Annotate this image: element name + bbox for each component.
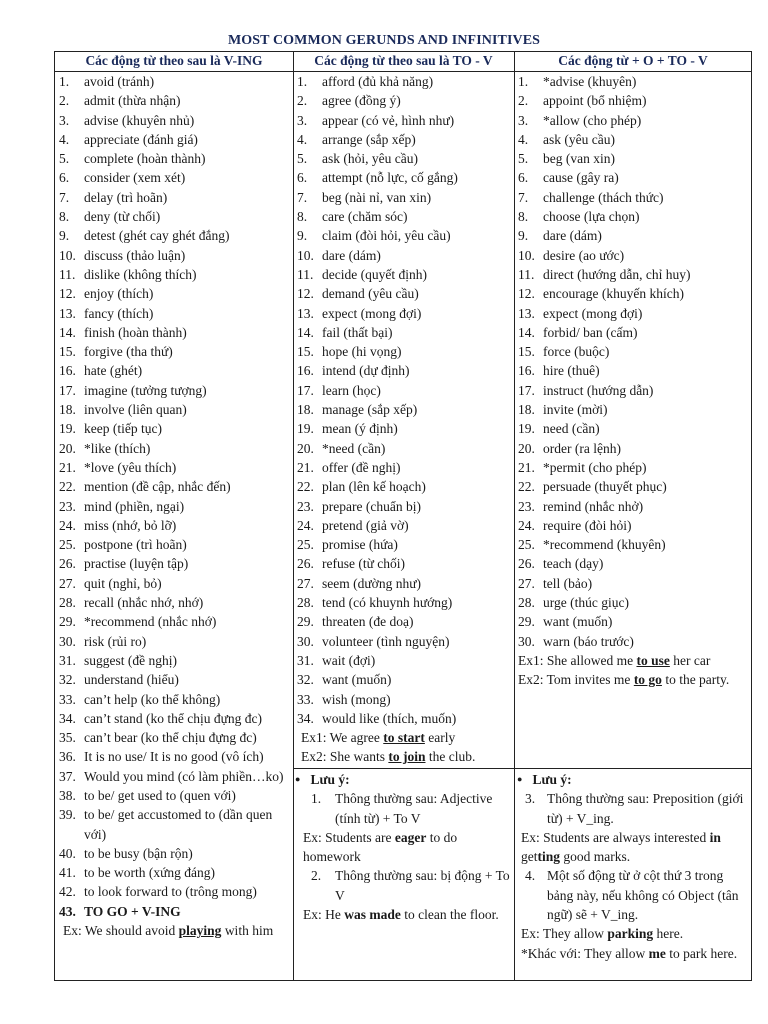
note-rule-3: Thông thường sau: Preposition (giới từ) + V_ing. — [547, 791, 744, 826]
list-item: 17. instruct (hướng dẫn) — [518, 382, 654, 398]
list-item: 35. can’t bear (ko thể chịu đựng đc) — [59, 730, 257, 746]
list-item: 18. invite (mời) — [518, 402, 608, 418]
list-item: 13. expect (mong đợi) — [518, 305, 643, 321]
list-item: 19. mean (ý định) — [297, 421, 398, 437]
list-item: 26. practise (luyện tập) — [59, 556, 189, 572]
notes-divider — [293, 768, 751, 769]
note-rule-2: Thông thường sau: bị động + To V — [335, 868, 510, 903]
list-item: 27. seem (dường như) — [297, 575, 422, 591]
list-item: 12. demand (yêu cầu) — [297, 286, 419, 302]
list-item: 21. *permit (cho phép) — [518, 459, 647, 475]
list-item: 10. discuss (thảo luận) — [59, 247, 186, 263]
tov-list — [297, 72, 513, 767]
list-item: 11. dislike (không thích) — [59, 266, 197, 282]
list-item: 21. *love (yêu thích) — [59, 459, 177, 475]
list-item: 14. fail (thất bại) — [297, 324, 393, 340]
list-item: 17. imagine (tưởng tượng) — [59, 382, 207, 398]
note-rule-1: Thông thường sau: Adjective (tính từ) + To V — [335, 791, 493, 826]
list-item: 2. appoint (bổ nhiệm) — [518, 93, 647, 109]
ving-list — [59, 72, 291, 940]
list-item: 3. advise (khuyên nhủ) — [59, 112, 195, 128]
bullet-icon: ● — [517, 774, 523, 784]
list-item: 10. dare (dám) — [297, 247, 381, 263]
list-item: 21. offer (đề nghị) — [297, 459, 401, 475]
note-example-4: Ex: They allow parking here. — [521, 926, 684, 942]
list-item: 12. encourage (khuyến khích) — [518, 286, 684, 302]
list-item: 3. appear (có vẻ, hình như) — [297, 112, 455, 128]
list-item: 24. miss (nhớ, bỏ lỡ) — [59, 517, 177, 533]
note-example-1: Ex: Students are eager to do homework — [303, 829, 458, 865]
list-item: 4. ask (yêu cầu) — [518, 131, 615, 147]
header-ving: Các động từ theo sau là V-ING — [85, 53, 263, 68]
list-item: 25. *recommend (khuyên) — [518, 537, 666, 553]
list-item: 24. pretend (giả vờ) — [297, 517, 409, 533]
list-item: 16. hire (thuê) — [518, 363, 600, 379]
list-item: 40. to be busy (bận rộn) — [59, 845, 193, 861]
list-item: 29. threaten (đe doạ) — [297, 614, 414, 630]
list-item: 34. would like (thích, muốn) — [297, 710, 457, 726]
note-heading: Lưu ý: — [310, 772, 350, 787]
list-item: 6. consider (xem xét) — [59, 170, 186, 186]
list-item: 18. involve (liên quan) — [59, 402, 187, 418]
list-item: 8. care (chăm sóc) — [297, 209, 408, 225]
list-item: 7. delay (trì hoãn) — [59, 189, 168, 205]
list-item: 24. require (đòi hỏi) — [518, 517, 632, 533]
list-item: 5. beg (van xin) — [518, 151, 615, 167]
list-item: 28. urge (thúc giục) — [518, 595, 629, 611]
list-item: 14. forbid/ ban (cấm) — [518, 324, 638, 340]
list-item: 25. postpone (trì hoãn) — [59, 537, 187, 553]
list-item: 14. finish (hoàn thành) — [59, 324, 187, 340]
list-item: 26. refuse (từ chối) — [297, 556, 406, 572]
list-item: 19. keep (tiếp tục) — [59, 421, 162, 437]
list-item: 3. *allow (cho phép) — [518, 112, 642, 128]
bullet-icon: ● — [295, 774, 301, 784]
list-item: 13. expect (mong đợi) — [297, 305, 422, 321]
list-item: 20. *like (thích) — [59, 440, 151, 456]
o-tov-list — [518, 72, 750, 690]
list-item: 1. avoid (tránh) — [59, 74, 155, 89]
list-item: 37. Would you mind (có làm phiền…ko) — [59, 768, 284, 784]
list-item: 18. manage (sắp xếp) — [297, 402, 418, 418]
list-item: 39. to be/ get accustomed to (dần quen với) — [59, 807, 273, 842]
list-item: 1. *advise (khuyên) — [518, 74, 637, 89]
list-item: 11. direct (hướng dẫn, chỉ huy) — [518, 266, 691, 282]
header-tov: Các động từ theo sau là TO - V — [314, 53, 493, 68]
list-item: 2. agree (đồng ý) — [297, 93, 401, 109]
list-item: 33. wish (mong) — [297, 691, 391, 707]
list-item: 23. remind (nhắc nhở) — [518, 498, 644, 514]
header-o-tov: Các động từ + O + TO - V — [558, 53, 708, 68]
list-item: 32. understand (hiểu) — [59, 672, 179, 688]
list-item: 6. cause (gây ra) — [518, 170, 619, 186]
list-item: 9. claim (đòi hỏi, yêu cầu) — [297, 228, 451, 244]
list-item: 23. prepare (chuẩn bị) — [297, 498, 421, 514]
list-item: 26. teach (dạy) — [518, 556, 604, 572]
list-item: 27. quit (nghỉ, bỏ) — [59, 575, 162, 591]
list-item: 8. choose (lựa chọn) — [518, 209, 640, 225]
list-item: 30. warn (báo trước) — [518, 633, 634, 649]
list-item: 30. volunteer (tình nguyện) — [297, 633, 450, 649]
note-heading: Lưu ý: — [532, 772, 572, 787]
note-rule-4: Một số động từ ở cột thứ 3 trong bảng này, nếu không có Object (tân ngữ) sẽ + V_ing. — [547, 868, 739, 923]
list-item: 17. learn (học) — [297, 382, 381, 398]
list-item: 12. enjoy (thích) — [59, 286, 154, 302]
list-item: 4. appreciate (đánh giá) — [59, 131, 198, 147]
list-item: 9. detest (ghét cay ghét đắng) — [59, 228, 230, 244]
list-item: 29. want (muốn) — [518, 614, 613, 630]
list-item: 28. recall (nhắc nhớ, nhớ) — [59, 595, 204, 611]
list-item: 20. order (ra lệnh) — [518, 440, 621, 456]
list-item: 30. risk (rủi ro) — [59, 633, 147, 649]
list-item: 7. challenge (thách thức) — [518, 189, 664, 205]
list-item: 32. want (muốn) — [297, 672, 392, 688]
list-item: 5. complete (hoàn thành) — [59, 151, 206, 167]
list-item: 5. ask (hỏi, yêu cầu) — [297, 151, 418, 167]
list-item: 8. deny (từ chối) — [59, 209, 161, 225]
example-sentence: Ex1: We agree to start early — [301, 730, 456, 746]
list-item: 16. hate (ghét) — [59, 363, 143, 379]
list-item: 13. fancy (thích) — [59, 305, 154, 321]
list-item: 38. to be/ get used to (quen với) — [59, 787, 236, 803]
list-item: 27. tell (bảo) — [518, 575, 593, 591]
list-item: 22. plan (lên kế hoạch) — [297, 479, 426, 495]
list-item: 43. TO GO + V-ING — [59, 903, 181, 919]
list-item: 15. hope (hi vọng) — [297, 344, 402, 360]
list-item: 25. promise (hứa) — [297, 537, 398, 553]
list-item: 1. afford (đủ khả năng) — [297, 74, 434, 89]
list-item: 22. persuade (thuyết phục) — [518, 479, 667, 495]
list-item: 7. beg (nài nỉ, van xin) — [297, 189, 432, 205]
list-item: 22. mention (đề cập, nhắc đến) — [59, 479, 231, 495]
note-gerund: ● Lưu ý: 3. Thông thường sau: Preposition (giới từ) + V_ing. Ex: Students are always interested in getting good marks. 4. Một số động từ ở cột thứ 3 trong bảng này, nếu không có Object (tân ngữ) sẽ + V_ing. Ex: They allow parking here. *Khác với: They allow me to park here. — [517, 770, 749, 963]
list-item: 10. desire (ao ước) — [518, 247, 625, 263]
list-item: 29. *recommend (nhắc nhớ) — [59, 614, 217, 630]
list-item: 41. to be worth (xứng đáng) — [59, 865, 216, 881]
list-item: 28. tend (có khuynh hướng) — [297, 595, 453, 611]
example-sentence: Ex2: Tom invites me to go to the party. — [518, 672, 730, 688]
list-item: 33. can’t help (ko thể không) — [59, 691, 221, 707]
list-item: 2. admit (thừa nhận) — [59, 93, 181, 109]
list-item: 6. attempt (nỗ lực, cố gắng) — [297, 170, 458, 186]
note-example-2: Ex: He was made to clean the floor. — [303, 907, 499, 923]
page-title: MOST COMMON GERUNDS AND INFINITIVES — [227, 33, 541, 48]
list-item: 36. It is no use/ It is no good (vô ích) — [59, 749, 264, 765]
list-item: 31. wait (đợi) — [297, 652, 376, 668]
list-item: 15. forgive (tha thứ) — [59, 344, 173, 360]
list-item: 42. to look forward to (trông mong) — [59, 884, 257, 900]
list-item: 31. suggest (đề nghị) — [59, 652, 177, 668]
note-infinitive: ● Lưu ý: 1. Thông thường sau: Adjective (tính từ) + To V Ex: Students are eager to do homework 2. Thông thường sau: bị động + To V Ex: He was made to clean the floor. — [295, 770, 511, 924]
list-item: 20. *need (cần) — [297, 440, 386, 456]
example-sentence: Ex2: She wants to join the club. — [301, 749, 476, 765]
gerund-infinitive-table — [54, 51, 752, 981]
note-example-5: *Khác với: They allow me to park here. — [521, 945, 738, 961]
column-divider — [514, 52, 515, 980]
list-item: 4. arrange (sắp xếp) — [297, 131, 416, 147]
list-item: 11. decide (quyết định) — [297, 266, 427, 282]
list-item: 19. need (cần) — [518, 421, 600, 437]
column-divider — [293, 52, 294, 980]
list-item: 15. force (buộc) — [518, 344, 610, 360]
note-example-3: Ex: Students are always interested in getting good marks. — [521, 829, 721, 865]
example-sentence: Ex1: She allowed me to use her car — [518, 652, 711, 668]
example-sentence: Ex: We should avoid playing with him — [63, 923, 274, 939]
list-item: 16. intend (dự định) — [297, 363, 410, 379]
list-item: 23. mind (phiền, ngại) — [59, 498, 185, 514]
list-item: 9. dare (dám) — [518, 228, 602, 244]
list-item: 34. can’t stand (ko thể chịu đựng đc) — [59, 710, 263, 726]
